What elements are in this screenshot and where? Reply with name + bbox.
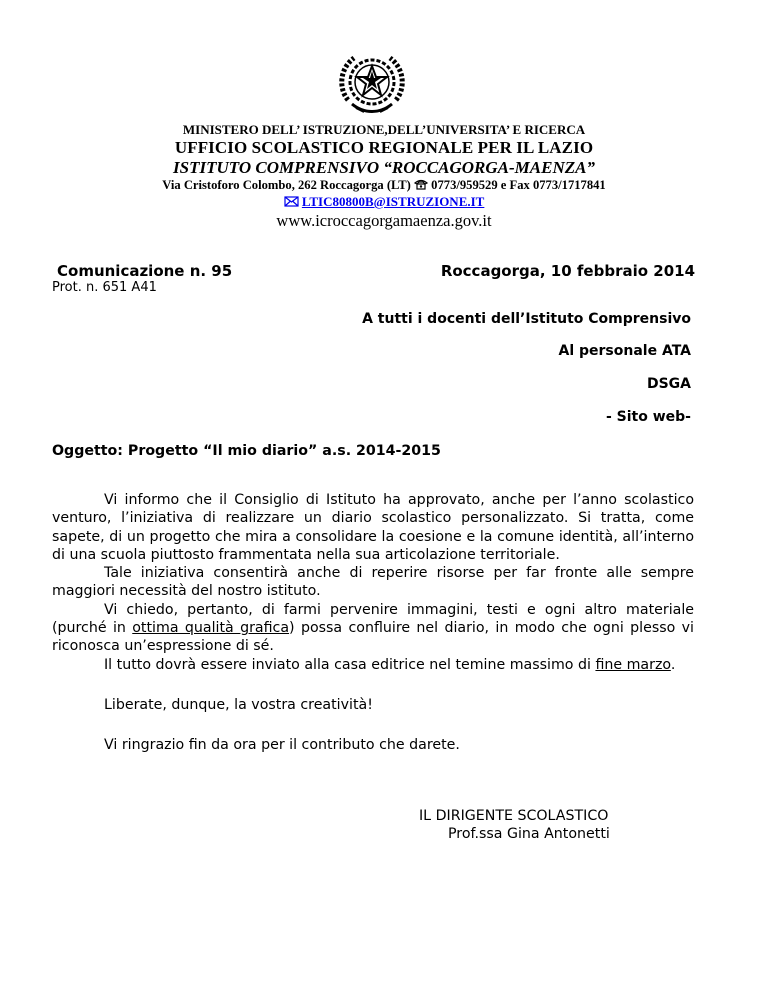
letter-body [52, 491, 694, 755]
website: www.icroccagorgamaenza.gov.it [276, 211, 492, 230]
quality-emphasis: ottima qualità grafica [132, 620, 290, 637]
deadline-emphasis: fine marzo [595, 656, 671, 673]
regional-office-name: UFFICIO SCOLASTICO REGIONALE PER IL LAZIO [174, 138, 594, 157]
recipient-dsga: DSGA [646, 376, 691, 392]
address-text: Via Cristoforo Colombo, 262 Roccagorga (LT) [162, 178, 411, 192]
recipient-teachers: A tutti i docenti dell’Istituto Comprensivo [362, 311, 691, 327]
paragraph-1: Vi informo che il Consiglio di Istituto ha approvato, anche per l’anno scolastico venturo, l’iniziativa di realizzare un diario scolastico personalizzato. Si tratta, come sapete, di un progetto che mira a consolidare la coesione e la comune identità, all’interno di una scuola piuttosto frammentata nella sua articolazione territoriale. [52, 492, 694, 563]
phone-fax-text: 0773/959529 e Fax 0773/1717841 [431, 178, 606, 192]
signature-role: IL DIRIGENTE SCOLASTICO [419, 808, 609, 824]
email-link[interactable]: LTIC80800B@ISTRUZIONE.IT [301, 194, 485, 209]
communication-number: Comunicazione n. 95 [57, 262, 233, 280]
ministry-name: MINISTERO DELL’ ISTRUZIONE,DELL’UNIVERSITA’ E RICERCA [182, 122, 586, 137]
protocol-number: Prot. n. 651 A41 [52, 280, 157, 295]
italian-republic-emblem-icon [334, 48, 410, 118]
paragraph-6: Vi ringrazio fin da ora per il contributo che darete. [104, 737, 460, 754]
email-line [0, 194, 768, 211]
envelope-icon [284, 195, 299, 211]
paragraph-5: Liberate, dunque, la vostra creatività! [104, 696, 373, 713]
paragraph-3: Vi chiedo, pertanto, di farmi pervenire immagini, testi e ogni altro materiale (purché in ottima qualità grafica) possa confluire nel diario, in modo che ogni plesso vi riconosca un’espressione di sé. [52, 601, 695, 655]
paragraph-2: Tale iniziativa consentirà anche di reperire risorse per far fronte alle sempre maggiori necessità del nostro istituto. [52, 565, 694, 600]
place-date: Roccagorga, 10 febbraio 2014 [440, 262, 695, 280]
subject-line: Oggetto: Progetto “Il mio diario” a.s. 2014-2015 [52, 443, 441, 459]
institute-name: ISTITUTO COMPRENSIVO “ROCCAGORGA-MAENZA” [173, 158, 595, 177]
signature-name: Prof.ssa Gina Antonetti [448, 826, 610, 842]
telephone-icon [414, 179, 428, 194]
address-line [0, 178, 768, 194]
recipient-ata: Al personale ATA [558, 343, 691, 359]
recipient-website: - Sito web- [605, 409, 691, 425]
paragraph-4: Il tutto dovrà essere inviato alla casa editrice nel temine massimo di fine marzo. [104, 656, 676, 673]
